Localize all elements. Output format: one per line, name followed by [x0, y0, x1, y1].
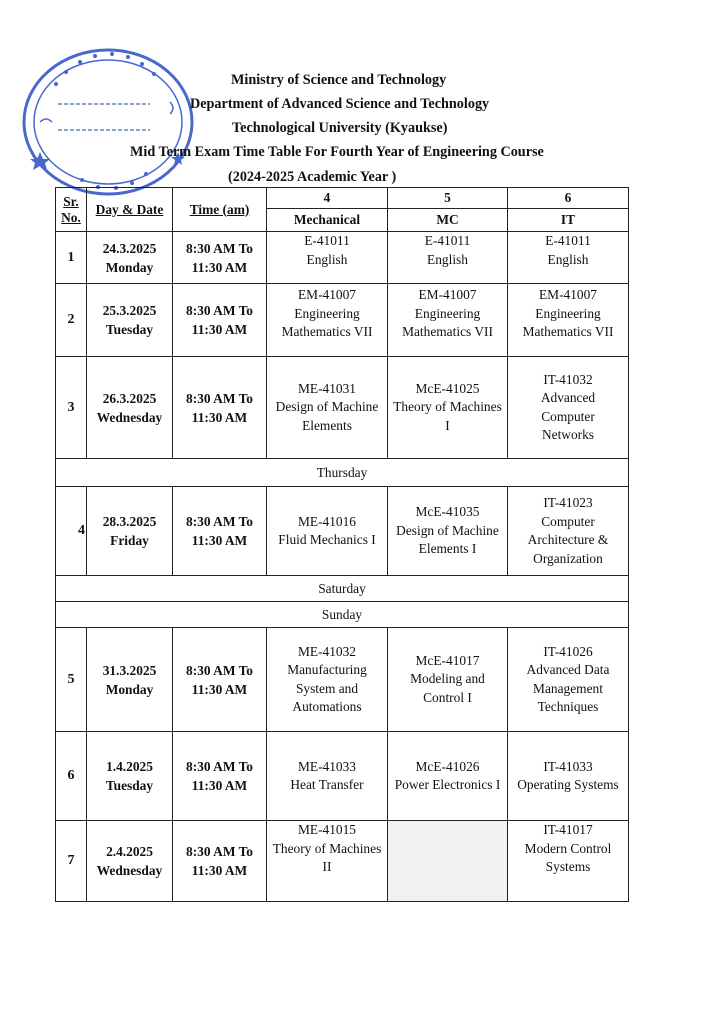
row-time: 8:30 AM To 11:30 AM: [173, 232, 267, 284]
exam-cell-it: EM-41007 Engineering Mathematics VII: [508, 284, 629, 357]
exam-cell-it: E-41011 English: [508, 232, 629, 284]
header-day-date: Day & Date: [87, 188, 173, 232]
row-time: 8:30 AM To 11:30 AM: [173, 487, 267, 576]
table-row: [56, 487, 629, 576]
exam-cell-mech: ME-41031 Design of Machine Elements: [267, 357, 388, 459]
group-number-it: 6: [508, 188, 629, 209]
row-date: 1.4.2025 Tuesday: [87, 732, 173, 821]
row-sr: 1: [56, 232, 87, 284]
department-title: Department of Advanced Science and Technology: [190, 96, 490, 112]
exam-cell-mc: McE-41026 Power Electronics I: [388, 732, 508, 821]
row-sr: 2: [56, 284, 87, 357]
official-stamp: [20, 42, 202, 198]
table-row: [56, 821, 629, 902]
exam-cell-mech: ME-41032 Manufacturing System and Automations: [267, 628, 388, 732]
exam-cell-it: IT-41017 Modern Control Systems: [508, 821, 629, 902]
ministry-title: Ministry of Science and Technology: [231, 72, 447, 88]
table-row: [56, 232, 629, 284]
group-name-mech: Mechanical: [267, 209, 388, 232]
row-sr: 6: [56, 732, 87, 821]
group-number-mc: 5: [388, 188, 508, 209]
row-date: 25.3.2025 Tuesday: [87, 284, 173, 357]
exam-cell-it: IT-41026 Advanced Data Management Techniques: [508, 628, 629, 732]
exam-cell-mc: EM-41007 Engineering Mathematics VII: [388, 284, 508, 357]
row-date: 2.4.2025 Wednesday: [87, 821, 173, 902]
row-time: 8:30 AM To 11:30 AM: [173, 357, 267, 459]
row-sr: 4: [56, 487, 87, 576]
exam-cell-mc: E-41011 English: [388, 232, 508, 284]
row-time: 8:30 AM To 11:30 AM: [173, 732, 267, 821]
header-sr-no: Sr. No.: [56, 188, 87, 232]
table-row: [56, 357, 629, 459]
exam-cell-mech: ME-41033 Heat Transfer: [267, 732, 388, 821]
row-date: 28.3.2025 Friday: [87, 487, 173, 576]
exam-title: Mid Term Exam Time Table For Fourth Year of Engineering Course: [130, 144, 544, 160]
exam-cell-it: IT-41032 Advanced Computer Networks: [508, 357, 629, 459]
exam-cell-mech: E-41011 English: [267, 232, 388, 284]
group-number-mech: 4: [267, 188, 388, 209]
table-row: [56, 628, 629, 732]
break-row: [56, 459, 629, 487]
row-time: 8:30 AM To 11:30 AM: [173, 628, 267, 732]
exam-cell-mech: ME-41016 Fluid Mechanics I: [267, 487, 388, 576]
table-row: [56, 732, 629, 821]
exam-cell-mech: ME-41015 Theory of Machines II: [267, 821, 388, 902]
row-date: 26.3.2025 Wednesday: [87, 357, 173, 459]
exam-timetable: [55, 187, 629, 902]
exam-cell-mech: EM-41007 Engineering Mathematics VII: [267, 284, 388, 357]
row-sr: 5: [56, 628, 87, 732]
group-name-mc: MC: [388, 209, 508, 232]
row-time: 8:30 AM To 11:30 AM: [173, 821, 267, 902]
header-time: Time (am): [173, 188, 267, 232]
exam-cell-it: IT-41033 Operating Systems: [508, 732, 629, 821]
exam-cell-it: IT-41023 Computer Architecture & Organization: [508, 487, 629, 576]
table-row: [56, 284, 629, 357]
academic-year: (2024-2025 Academic Year ): [228, 169, 397, 185]
break-thursday: Thursday: [56, 459, 629, 487]
row-time: 8:30 AM To 11:30 AM: [173, 284, 267, 357]
row-date: 24.3.2025 Monday: [87, 232, 173, 284]
break-saturday: Saturday: [56, 576, 629, 602]
group-name-it: IT: [508, 209, 629, 232]
university-title: Technological University (Kyaukse): [232, 120, 448, 136]
exam-cell-mc: McE-41035 Design of Machine Elements I: [388, 487, 508, 576]
break-row: [56, 602, 629, 628]
break-row: [56, 576, 629, 602]
break-sunday: Sunday: [56, 602, 629, 628]
row-sr: 7: [56, 821, 87, 902]
row-sr: 3: [56, 357, 87, 459]
exam-cell-mc: McE-41025 Theory of Machines I: [388, 357, 508, 459]
row-date: 31.3.2025 Monday: [87, 628, 173, 732]
exam-cell-mc-empty: [388, 821, 508, 902]
exam-cell-mc: McE-41017 Modeling and Control I: [388, 628, 508, 732]
